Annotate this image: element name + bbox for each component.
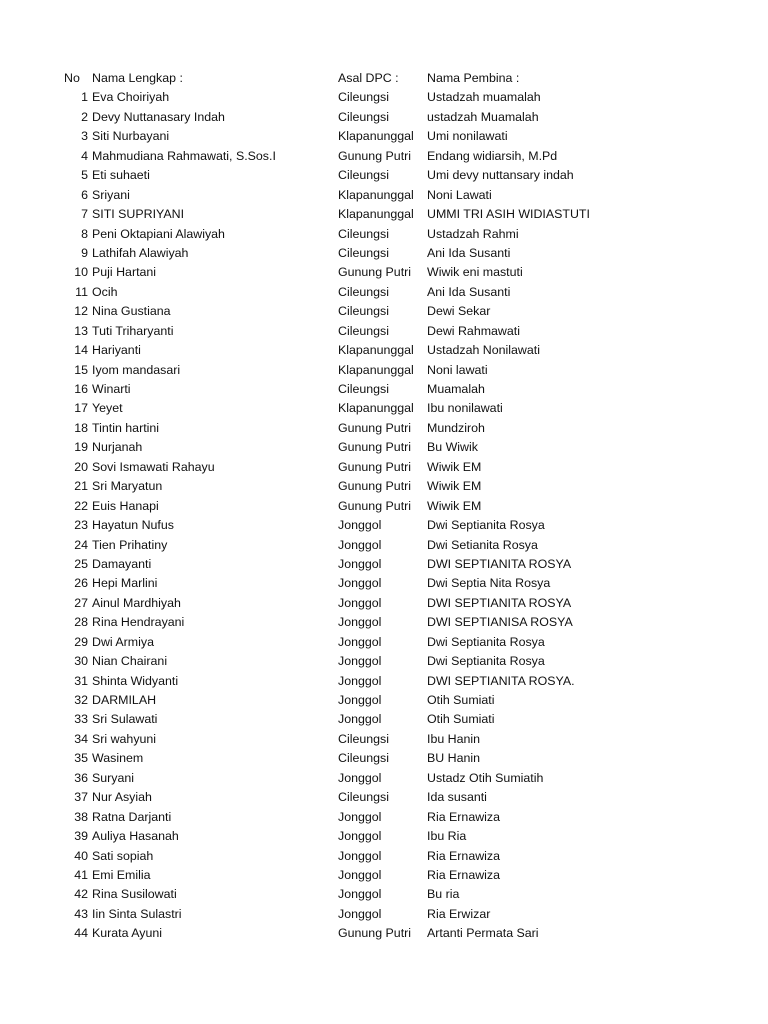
row-number: 17 bbox=[74, 401, 88, 416]
row-number: 16 bbox=[74, 382, 88, 396]
row-asal-dpc: Klapanunggal bbox=[338, 129, 414, 144]
table-row bbox=[0, 769, 768, 788]
table-row bbox=[0, 88, 768, 107]
row-asal-dpc: Jonggol bbox=[338, 634, 382, 649]
table-row bbox=[0, 924, 768, 943]
row-nama: Wasinem bbox=[92, 751, 144, 766]
row-number: 13 bbox=[74, 323, 88, 338]
row-pembina: Wiwik EM bbox=[427, 498, 482, 513]
row-nama: DARMILAH bbox=[92, 693, 157, 707]
row-asal-dpc: Cileungsi bbox=[338, 168, 389, 183]
table-row bbox=[0, 399, 768, 418]
row-pembina: Ustadz Otih Sumiatih bbox=[427, 770, 544, 785]
table-row bbox=[0, 710, 768, 729]
row-nama: Euis Hanapi bbox=[92, 498, 159, 513]
table-row bbox=[0, 808, 768, 827]
table-row bbox=[0, 438, 768, 457]
row-number: 40 bbox=[74, 848, 88, 863]
table-row bbox=[0, 885, 768, 904]
row-nama: Lathifah Alawiyah bbox=[92, 245, 189, 260]
row-number: 31 bbox=[74, 673, 88, 688]
row-asal-dpc: Klapanunggal bbox=[338, 401, 414, 416]
header-no: No bbox=[64, 71, 80, 85]
row-nama: Shinta Widyanti bbox=[92, 673, 179, 688]
table-row bbox=[0, 866, 768, 885]
table-body bbox=[0, 88, 768, 943]
row-asal-dpc: Cileungsi bbox=[338, 751, 389, 766]
table-row bbox=[0, 225, 768, 244]
row-asal-dpc: Jonggol bbox=[338, 712, 382, 727]
row-nama: Auliya Hasanah bbox=[92, 829, 179, 844]
row-asal-dpc: Jonggol bbox=[338, 770, 382, 785]
row-pembina: Ustadzah Nonilawati bbox=[427, 343, 540, 358]
row-asal-dpc: Cileungsi bbox=[338, 382, 389, 396]
row-pembina: ustadzah Muamalah bbox=[427, 109, 539, 124]
table-row bbox=[0, 555, 768, 574]
row-nama: Damayanti bbox=[92, 556, 152, 571]
row-number: 39 bbox=[74, 829, 88, 844]
row-asal-dpc: Jonggol bbox=[338, 576, 382, 591]
row-number: 42 bbox=[74, 887, 88, 902]
row-pembina: Noni lawati bbox=[427, 362, 488, 377]
row-asal-dpc: Jonggol bbox=[338, 556, 382, 571]
table-row bbox=[0, 108, 768, 127]
row-nama: Nur Asyiah bbox=[92, 790, 152, 805]
row-asal-dpc: Jonggol bbox=[338, 867, 382, 882]
row-nama: SITI SUPRIYANI bbox=[92, 207, 185, 222]
row-asal-dpc: Jonggol bbox=[338, 829, 382, 844]
row-nama: Suryani bbox=[92, 770, 135, 785]
row-asal-dpc: Jonggol bbox=[338, 537, 382, 552]
row-nama: Hariyanti bbox=[92, 343, 141, 358]
table-row bbox=[0, 205, 768, 224]
row-number: 12 bbox=[74, 304, 88, 319]
row-asal-dpc: Jonggol bbox=[338, 848, 382, 863]
table-row bbox=[0, 419, 768, 438]
table-row bbox=[0, 691, 768, 710]
row-pembina: Ria Ernawiza bbox=[427, 848, 500, 863]
row-nama: Ocih bbox=[92, 284, 118, 299]
row-pembina: Ria Ernawiza bbox=[427, 867, 500, 882]
row-pembina: Dewi Sekar bbox=[427, 304, 491, 319]
row-nama: Yeyet bbox=[92, 401, 123, 416]
row-number: 9 bbox=[81, 245, 88, 260]
row-asal-dpc: Cileungsi bbox=[338, 226, 389, 241]
row-nama: Tuti Triharyanti bbox=[92, 323, 174, 338]
row-number: 41 bbox=[74, 867, 88, 882]
row-pembina: Bu Wiwik bbox=[427, 440, 478, 455]
row-pembina: Ibu Ria bbox=[427, 829, 467, 844]
row-number: 24 bbox=[74, 537, 88, 552]
row-number: 11 bbox=[75, 284, 88, 299]
table-row bbox=[0, 127, 768, 146]
row-asal-dpc: Jonggol bbox=[338, 654, 382, 669]
row-asal-dpc: Klapanunggal bbox=[338, 187, 414, 202]
row-number: 21 bbox=[74, 479, 88, 494]
row-pembina: DWI SEPTIANISA ROSYA bbox=[427, 615, 573, 630]
row-number: 18 bbox=[74, 420, 88, 435]
header-nama: Nama Lengkap : bbox=[92, 71, 183, 85]
row-pembina: Ida susanti bbox=[427, 790, 487, 805]
row-nama: Emi Emilia bbox=[92, 867, 151, 882]
row-number: 34 bbox=[74, 731, 88, 746]
row-asal-dpc: Jonggol bbox=[338, 809, 382, 824]
row-number: 8 bbox=[81, 226, 88, 241]
row-nama: Sovi Ismawati Rahayu bbox=[92, 459, 215, 474]
row-nama: Puji Hartani bbox=[92, 265, 157, 280]
row-pembina: Ria Erwizar bbox=[427, 906, 491, 921]
row-asal-dpc: Jonggol bbox=[338, 518, 382, 533]
table-header-row bbox=[0, 69, 768, 88]
row-asal-dpc: Jonggol bbox=[338, 887, 382, 902]
row-asal-dpc: Gunung Putri bbox=[338, 459, 412, 474]
row-pembina: Ustadzah muamalah bbox=[427, 90, 541, 105]
row-nama: Hayatun Nufus bbox=[92, 518, 174, 533]
row-nama: Sati sopiah bbox=[92, 848, 154, 863]
table-row bbox=[0, 788, 768, 807]
header-asal-dpc: Asal DPC : bbox=[338, 71, 399, 85]
row-asal-dpc: Gunung Putri bbox=[338, 479, 412, 494]
table-row bbox=[0, 458, 768, 477]
row-asal-dpc: Gunung Putri bbox=[338, 440, 412, 455]
row-asal-dpc: Cileungsi bbox=[338, 731, 389, 746]
row-asal-dpc: Cileungsi bbox=[338, 304, 389, 319]
row-asal-dpc: Jonggol bbox=[338, 673, 382, 688]
row-asal-dpc: Jonggol bbox=[338, 615, 382, 630]
row-number: 36 bbox=[74, 770, 88, 785]
row-nama: Rina Hendrayani bbox=[92, 615, 185, 630]
table-row bbox=[0, 186, 768, 205]
row-pembina: Wiwik EM bbox=[427, 459, 482, 474]
row-nama: Ratna Darjanti bbox=[92, 809, 172, 824]
row-nama: Eti suhaeti bbox=[92, 168, 150, 183]
table-row bbox=[0, 613, 768, 632]
row-pembina: Dwi Septianita Rosya bbox=[427, 634, 545, 649]
row-nama: Iin Sinta Sulastri bbox=[92, 906, 182, 921]
table-row bbox=[0, 652, 768, 671]
row-pembina: Otih Sumiati bbox=[427, 693, 495, 707]
row-nama: Tien Prihatiny bbox=[92, 537, 168, 552]
row-pembina: DWI SEPTIANITA ROSYA. bbox=[427, 673, 575, 688]
row-nama: Devy Nuttanasary Indah bbox=[92, 109, 225, 124]
row-pembina: Artanti Permata Sari bbox=[427, 926, 539, 941]
row-pembina: UMMI TRI ASIH WIDIASTUTI bbox=[427, 207, 590, 222]
row-pembina: Otih Sumiati bbox=[427, 712, 495, 727]
row-asal-dpc: Gunung Putri bbox=[338, 265, 412, 280]
row-asal-dpc: Cileungsi bbox=[338, 284, 389, 299]
row-pembina: DWI SEPTIANITA ROSYA bbox=[427, 595, 572, 610]
row-number: 43 bbox=[74, 906, 88, 921]
row-nama: Nurjanah bbox=[92, 440, 143, 455]
row-number: 10 bbox=[74, 265, 88, 280]
row-asal-dpc: Jonggol bbox=[338, 595, 382, 610]
row-number: 20 bbox=[74, 459, 88, 474]
row-nama: Tintin hartini bbox=[92, 420, 160, 435]
participant-table bbox=[0, 69, 768, 944]
row-pembina: Dwi Setianita Rosya bbox=[427, 537, 538, 552]
row-asal-dpc: Jonggol bbox=[338, 906, 382, 921]
row-pembina: DWI SEPTIANITA ROSYA bbox=[427, 556, 572, 571]
row-nama: Sri wahyuni bbox=[92, 731, 157, 746]
row-pembina: Ustadzah Rahmi bbox=[427, 226, 519, 241]
row-pembina: Dwi Septia Nita Rosya bbox=[427, 576, 551, 591]
table-row bbox=[0, 302, 768, 321]
row-number: 27 bbox=[74, 595, 88, 610]
table-row bbox=[0, 827, 768, 846]
table-row bbox=[0, 147, 768, 166]
row-nama: Peni Oktapiani Alawiyah bbox=[92, 226, 225, 241]
row-number: 19 bbox=[74, 440, 88, 455]
row-number: 7 bbox=[81, 207, 88, 222]
row-nama: Ainul Mardhiyah bbox=[92, 595, 181, 610]
row-number: 33 bbox=[74, 712, 88, 727]
row-number: 32 bbox=[74, 693, 88, 707]
row-number: 6 bbox=[81, 187, 88, 202]
table-row bbox=[0, 283, 768, 302]
row-nama: Kurata Ayuni bbox=[92, 926, 163, 941]
row-pembina: Wiwik eni mastuti bbox=[427, 265, 523, 280]
row-nama: Eva Choiriyah bbox=[92, 90, 170, 105]
table-row bbox=[0, 633, 768, 652]
table-row bbox=[0, 594, 768, 613]
row-number: 22 bbox=[74, 498, 88, 513]
table-row bbox=[0, 477, 768, 496]
table-row bbox=[0, 574, 768, 593]
header-pembina: Nama Pembina : bbox=[427, 71, 520, 85]
row-nama: Mahmudiana Rahmawati, S.Sos.I bbox=[92, 148, 276, 163]
row-pembina: Ani Ida Susanti bbox=[427, 245, 511, 260]
row-number: 1 bbox=[81, 90, 88, 105]
table-row bbox=[0, 244, 768, 263]
row-asal-dpc: Cileungsi bbox=[338, 245, 389, 260]
row-number: 44 bbox=[74, 926, 88, 941]
row-number: 38 bbox=[74, 809, 88, 824]
row-pembina: Ria Ernawiza bbox=[427, 809, 500, 824]
table-row bbox=[0, 341, 768, 360]
table-row bbox=[0, 380, 768, 399]
row-asal-dpc: Cileungsi bbox=[338, 90, 389, 105]
row-pembina: Umi devy nuttansary indah bbox=[427, 168, 574, 183]
row-number: 28 bbox=[74, 615, 88, 630]
table-row bbox=[0, 536, 768, 555]
row-number: 4 bbox=[81, 148, 88, 163]
table-row bbox=[0, 749, 768, 768]
row-nama: Rina Susilowati bbox=[92, 887, 177, 902]
table-row bbox=[0, 672, 768, 691]
table-row bbox=[0, 361, 768, 380]
row-number: 3 bbox=[81, 129, 88, 144]
row-nama: Sriyani bbox=[92, 187, 130, 202]
row-asal-dpc: Gunung Putri bbox=[338, 926, 412, 941]
row-number: 14 bbox=[74, 343, 88, 358]
row-nama: Iyom mandasari bbox=[92, 362, 181, 377]
row-pembina: Ani Ida Susanti bbox=[427, 284, 511, 299]
row-pembina: Dwi Septianita Rosya bbox=[427, 654, 545, 669]
row-asal-dpc: Gunung Putri bbox=[338, 498, 412, 513]
table-row bbox=[0, 730, 768, 749]
row-pembina: Muamalah bbox=[427, 382, 485, 396]
row-pembina: Dewi Rahmawati bbox=[427, 323, 520, 338]
row-nama: Sri Sulawati bbox=[92, 712, 158, 727]
row-number: 23 bbox=[74, 518, 88, 533]
table-row bbox=[0, 322, 768, 341]
row-asal-dpc: Klapanunggal bbox=[338, 343, 414, 358]
table-row bbox=[0, 847, 768, 866]
row-nama: Dwi Armiya bbox=[92, 634, 154, 649]
row-number: 26 bbox=[74, 576, 88, 591]
row-number: 2 bbox=[81, 109, 88, 124]
row-pembina: Dwi Septianita Rosya bbox=[427, 518, 545, 533]
row-number: 35 bbox=[74, 751, 88, 766]
row-nama: Siti Nurbayani bbox=[92, 129, 170, 144]
row-asal-dpc: Cileungsi bbox=[338, 109, 389, 124]
table-row bbox=[0, 166, 768, 185]
row-nama: Sri Maryatun bbox=[92, 479, 163, 494]
row-pembina: Wiwik EM bbox=[427, 479, 482, 494]
row-asal-dpc: Klapanunggal bbox=[338, 362, 414, 377]
row-pembina: Ibu nonilawati bbox=[427, 401, 503, 416]
row-number: 37 bbox=[74, 790, 88, 805]
row-number: 29 bbox=[74, 634, 88, 649]
row-asal-dpc: Gunung Putri bbox=[338, 420, 412, 435]
row-number: 30 bbox=[74, 654, 88, 669]
row-pembina: BU Hanin bbox=[427, 751, 481, 766]
table-row bbox=[0, 516, 768, 535]
row-pembina: Noni Lawati bbox=[427, 187, 492, 202]
row-nama: Nian Chairani bbox=[92, 654, 168, 669]
row-nama: Winarti bbox=[92, 382, 131, 396]
row-pembina: Bu ria bbox=[427, 887, 460, 902]
row-asal-dpc: Jonggol bbox=[338, 693, 382, 707]
table-row bbox=[0, 905, 768, 924]
row-pembina: Umi nonilawati bbox=[427, 129, 508, 144]
row-pembina: Ibu Hanin bbox=[427, 731, 481, 746]
table-row bbox=[0, 497, 768, 516]
row-asal-dpc: Cileungsi bbox=[338, 323, 389, 338]
row-number: 15 bbox=[74, 362, 88, 377]
row-asal-dpc: Cileungsi bbox=[338, 790, 389, 805]
row-number: 25 bbox=[74, 556, 88, 571]
row-pembina: Endang widiarsih, M.Pd bbox=[427, 148, 558, 163]
row-nama: Nina Gustiana bbox=[92, 304, 171, 319]
table-row bbox=[0, 263, 768, 282]
row-asal-dpc: Gunung Putri bbox=[338, 148, 412, 163]
row-pembina: Mundziroh bbox=[427, 420, 485, 435]
row-asal-dpc: Klapanunggal bbox=[338, 207, 414, 222]
row-number: 5 bbox=[81, 168, 88, 183]
row-nama: Hepi Marlini bbox=[92, 576, 158, 591]
